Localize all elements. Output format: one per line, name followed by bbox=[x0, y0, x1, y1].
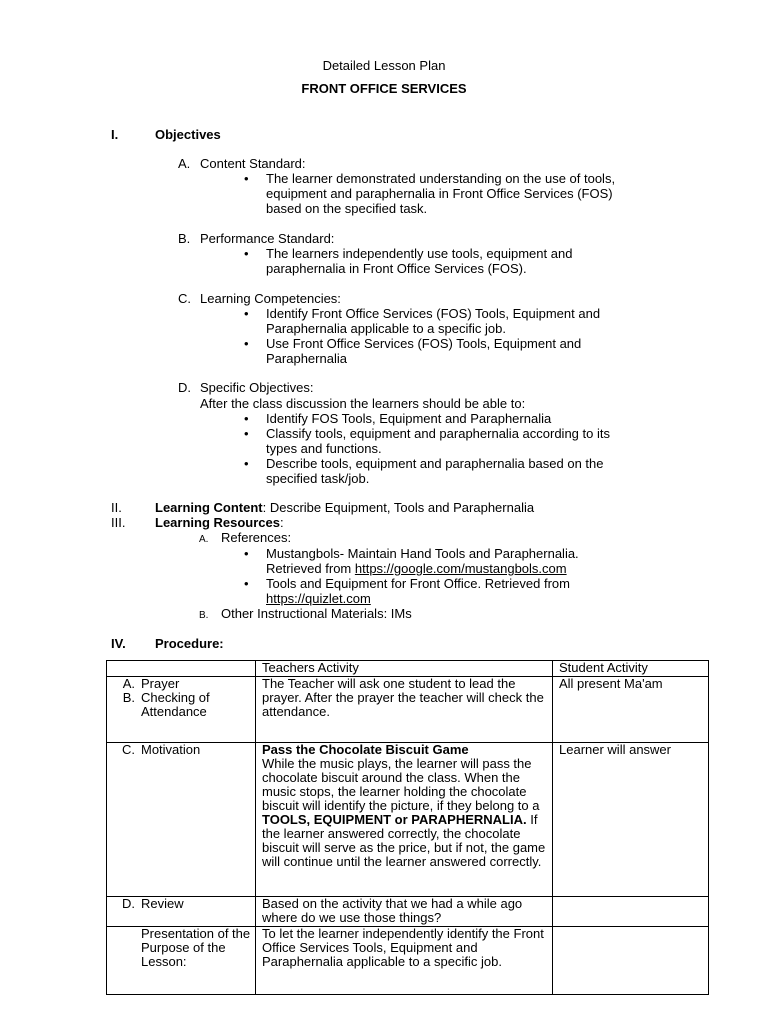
table-header-row bbox=[107, 661, 709, 677]
content-standard-label: Content Standard: bbox=[200, 156, 306, 171]
reference-link[interactable]: https://quizlet.com bbox=[266, 591, 371, 606]
table-cell-teacher: The Teacher will ask one student to lead the prayer. After the prayer the teacher will check the attendance. bbox=[256, 677, 553, 743]
section-4-numeral: IV. bbox=[111, 636, 126, 651]
references-label: References: bbox=[221, 530, 292, 545]
references-marker: A. bbox=[199, 534, 209, 545]
section-2-text: : Describe Equipment, Tools and Paraphernalia bbox=[262, 500, 535, 515]
table-cell-teacher: Based on the activity that we had a while ago where do we use those things? bbox=[256, 897, 553, 927]
table-cell-student: All present Ma'am bbox=[553, 677, 709, 743]
reference-item: Mustangbols- Maintain Hand Tools and Paraphernalia. Retrieved from https://google.com/mustangbols.com bbox=[266, 546, 579, 576]
other-materials-label: Other Instructional Materials: IMs bbox=[221, 606, 412, 621]
bullet-icon: • bbox=[244, 576, 249, 591]
table-cell-step: C. Motivation bbox=[107, 743, 256, 897]
performance-standard-marker: B. bbox=[178, 231, 191, 246]
bullet-icon: • bbox=[244, 336, 249, 351]
performance-standard-label: Performance Standard: bbox=[200, 231, 335, 246]
table-header-cell bbox=[107, 661, 256, 677]
learning-competencies-marker: C. bbox=[178, 291, 191, 306]
table-cell-teacher: To let the learner independently identify the Front Office Services Tools, Equipment and Paraphernalia applicable to a specific job. bbox=[256, 927, 553, 995]
section-2-title: Learning Content bbox=[155, 500, 263, 515]
table-header-cell: Teachers Activity bbox=[256, 661, 553, 677]
document-title: FRONT OFFICE SERVICES bbox=[301, 81, 467, 96]
section-3-title: Learning Resources bbox=[155, 515, 280, 530]
performance-standard-text: The learners independently use tools, equipment and paraphernalia in Front Office Services (FOS). bbox=[266, 246, 573, 276]
reference-link[interactable]: https://google.com/mustangbols.com bbox=[354, 561, 567, 576]
table-row bbox=[107, 927, 709, 995]
specific-objectives-marker: D. bbox=[178, 380, 191, 395]
objective-item: Identify FOS Tools, Equipment and Paraphernalia bbox=[266, 411, 552, 426]
specific-objectives-label: Specific Objectives: bbox=[200, 380, 314, 395]
document-type-heading: Detailed Lesson Plan bbox=[322, 58, 446, 73]
game-title: Pass the Chocolate Biscuit Game bbox=[262, 742, 469, 757]
table-row bbox=[107, 677, 709, 743]
objective-item: Describe tools, equipment and paraphernalia based on the specified task/job. bbox=[266, 456, 604, 486]
bullet-icon: • bbox=[244, 546, 249, 561]
content-standard-text: The learner demonstrated understanding on the use of tools, equipment and paraphernalia in Front Office Services (FOS) based on the specified task. bbox=[266, 171, 616, 216]
bullet-icon: • bbox=[244, 246, 249, 261]
competency-item: Use Front Office Services (FOS) Tools, Equipment and Paraphernalia bbox=[266, 336, 582, 366]
bullet-icon: • bbox=[244, 426, 249, 441]
table-cell-teacher: Pass the Chocolate Biscuit Game While the music plays, the learner will pass the chocolate biscuit around the class. When the music stops, the learner holding the chocolate biscuit will identify the picture, if they belong to a TOOLS, EQUIPMENT or PARAPHERNALIA. If the learner answered correctly, the chocolate biscuit will serve as the price, but if not, the game will continue until the learner answered correctly. bbox=[256, 743, 553, 897]
table-row bbox=[107, 743, 709, 897]
table-header-cell: Student Activity bbox=[553, 661, 709, 677]
table-cell-student bbox=[553, 927, 709, 995]
bullet-icon: • bbox=[244, 411, 249, 426]
specific-objectives-intro: After the class discussion the learners should be able to: bbox=[200, 396, 526, 411]
content-standard-marker: A. bbox=[178, 156, 191, 171]
table-cell-step: Presentation of the Purpose of the Lesson: bbox=[107, 927, 256, 995]
reference-item: Tools and Equipment for Front Office. Retrieved from https://quizlet.com bbox=[266, 576, 570, 606]
section-3-numeral: III. bbox=[111, 515, 126, 530]
section-2-numeral: II. bbox=[111, 500, 122, 515]
bullet-icon: • bbox=[244, 171, 249, 186]
learning-competencies-label: Learning Competencies: bbox=[200, 291, 341, 306]
competency-item: Identify Front Office Services (FOS) Tools, Equipment and Paraphernalia applicable to a specific job. bbox=[266, 306, 601, 336]
section-4-title: Procedure: bbox=[155, 636, 224, 651]
bullet-icon: • bbox=[244, 306, 249, 321]
bullet-icon: • bbox=[244, 456, 249, 471]
table-cell-student bbox=[553, 897, 709, 927]
table-cell-student: Learner will answer bbox=[553, 743, 709, 897]
procedure-table bbox=[106, 660, 709, 995]
other-materials-marker: B. bbox=[199, 610, 209, 621]
section-1-numeral: I. bbox=[111, 127, 119, 142]
table-cell-step: D. Review bbox=[107, 897, 256, 927]
section-3-line: Learning Resources: bbox=[155, 515, 284, 530]
section-1-title: Objectives bbox=[155, 127, 221, 142]
table-cell-step: A. Prayer B. Checking of Attendance bbox=[107, 677, 256, 743]
table-row bbox=[107, 897, 709, 927]
section-2-line bbox=[155, 500, 534, 515]
objective-item: Classify tools, equipment and paraphernalia according to its types and functions. bbox=[266, 426, 610, 456]
